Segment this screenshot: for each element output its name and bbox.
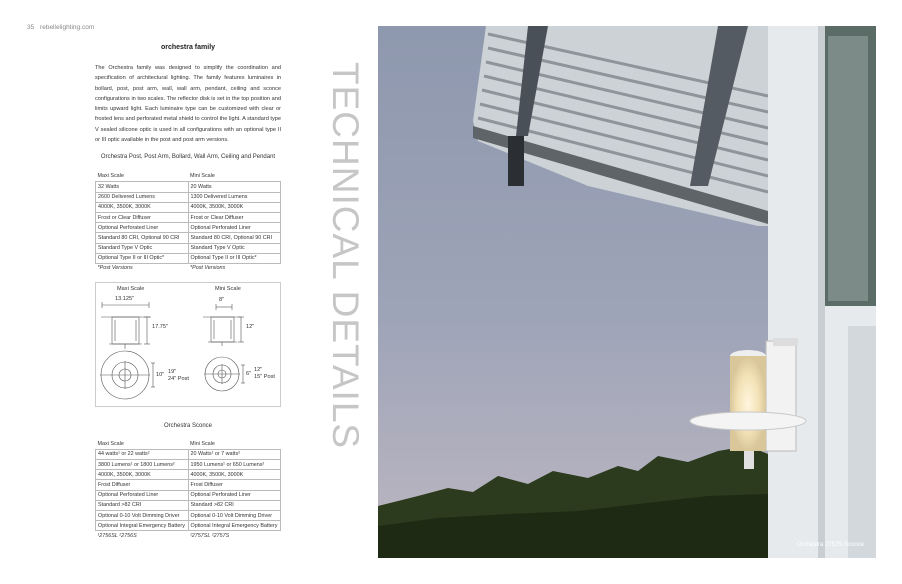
- table2-title: Orchestra Sconce: [163, 422, 213, 429]
- table-cell: Standard 80 CRI, Optional 90 CRI: [188, 233, 281, 243]
- mini-plan-label: 6": [246, 370, 252, 377]
- mini-post-label: 12": [254, 366, 263, 373]
- table-cell: Optional 0-10 Volt Dimming Driver: [188, 511, 281, 521]
- table-row: [96, 460, 281, 470]
- table-cell: Frost Diffuser: [188, 480, 281, 490]
- dimension-diagram: [95, 282, 281, 407]
- maxi-height-label: 17.75": [152, 323, 168, 330]
- table-cell: Optional Perforated Liner: [96, 223, 189, 233]
- table-cell: Optional Integral Emergency Battery: [96, 521, 189, 531]
- mini-lantern-body: [211, 317, 234, 342]
- maxi-lantern-body: [112, 317, 139, 344]
- table-row: [96, 253, 281, 263]
- table-cell: Standard Type V Optic: [188, 243, 281, 253]
- table-cell: Optional Type II or III Optic*: [96, 253, 189, 263]
- family-title: orchestra family: [160, 44, 216, 51]
- table-cell: 3800 Lumens¹ or 1800 Lumens²: [96, 460, 189, 470]
- photo-caption: Orchestra 2757S Sconce: [796, 542, 864, 548]
- page-number: 35: [27, 24, 35, 31]
- table-cell: Optional Type II or III Optic*: [188, 253, 281, 263]
- table-row: [96, 470, 281, 480]
- table-row: [96, 243, 281, 253]
- table-cell: 4000K, 3500K, 3000K: [96, 202, 189, 212]
- table-row: [96, 480, 281, 490]
- sconce-photo-illustration: [378, 26, 876, 558]
- maxi-post-label: 19": [168, 368, 177, 375]
- table-note: *Post Versions: [97, 265, 133, 272]
- mini-scale-label: Mini Scale: [215, 285, 241, 292]
- column-header: Maxi Scale: [97, 173, 124, 180]
- table-note: ¹2756SL ²2756S: [97, 532, 137, 539]
- table-cell: Optional Perforated Liner: [188, 490, 281, 500]
- table-row: [96, 449, 281, 459]
- table-note-row: [96, 531, 281, 541]
- product-photo: [378, 26, 876, 558]
- table-note: ¹2757SL ²2757S: [190, 532, 230, 539]
- table-cell: 2600 Delivered Lumens: [96, 192, 189, 202]
- maxi-plan-label: 10": [156, 371, 165, 378]
- maxi-width-label: 13.125": [115, 295, 135, 302]
- table-cell: Standard >82 CRI: [96, 500, 189, 510]
- table-cell: 4000K, 3500K, 3000K: [188, 470, 281, 480]
- table-cell: Standard Type V Optic: [96, 243, 189, 253]
- table-row: [96, 182, 281, 192]
- table-row: [96, 233, 281, 243]
- table-cell: 1950 Lumens¹ or 650 Lumens²: [188, 460, 281, 470]
- table-cell: Frost or Clear Diffuser: [96, 212, 189, 222]
- column-header: Mini Scale: [190, 173, 215, 180]
- intro-paragraph: The Orchestra family was designed to simplify the coordination and specification of architectural lighting. The family features luminaires in bollard, post, post arm, wall, wall arm, pendant, ceiling and sconce configurations in two scales. The reflector disk is set in the top position and limits upward light. Each luminaire type can be customized with clear or frosted lens and perforated metal shield to control the light. A standard type V sealed silicone optic is used in all configurations with an optional type II or III optic available in the post and post arm versions.: [95, 65, 281, 144]
- spec-table-sconce: [95, 439, 281, 541]
- page-header: [27, 24, 94, 31]
- table-row: [96, 521, 281, 531]
- table-row: [96, 490, 281, 500]
- table-cell: 32 Watts: [96, 182, 189, 192]
- table-cell: 4000K, 3500K, 3000K: [96, 470, 189, 480]
- table-row: [96, 511, 281, 521]
- table-row: [96, 223, 281, 233]
- table-cell: Optional 0-10 Volt Dimming Driver: [96, 511, 189, 521]
- site-url[interactable]: rebellelighting.com: [40, 24, 95, 31]
- table1-title: Orchestra Post, Post Arm, Bollard, Wall Arm, Ceiling and Pendant: [100, 154, 276, 161]
- table-cell: 4000K, 3500K, 3000K: [188, 202, 281, 212]
- table-row: [96, 192, 281, 202]
- maxi-scale-label: Maxi Scale: [117, 285, 145, 292]
- table-row: [96, 500, 281, 510]
- mini-width-label: 8": [219, 296, 225, 303]
- maxi-post-label: 24" Post: [168, 375, 189, 382]
- sconce-reflector-disk: [690, 412, 806, 430]
- table-cell: 44 watts¹ or 22 watts²: [96, 449, 189, 459]
- table-note-row: [96, 263, 281, 273]
- table-cell: Standard 80 CRI, Optional 90 CRI: [96, 233, 189, 243]
- table-cell: 1300 Delivered Lumens: [188, 192, 281, 202]
- sconce-lens: [730, 356, 766, 451]
- mini-height-label: 12": [246, 323, 255, 330]
- table-cell: Frost Diffuser: [96, 480, 189, 490]
- table-cell: 20 Watts¹ or 7 watts²: [188, 449, 281, 459]
- table-cell: Standard >82 CRI: [188, 500, 281, 510]
- table-cell: Optional Integral Emergency Battery: [188, 521, 281, 531]
- column-header: Maxi Scale: [97, 440, 124, 447]
- sconce-mount: [766, 341, 796, 451]
- table-row: [96, 202, 281, 212]
- technical-details-title: TECHNICAL DETAILS: [325, 62, 366, 450]
- table-cell: Optional Perforated Liner: [188, 223, 281, 233]
- column-header: Mini Scale: [190, 440, 215, 447]
- table-cell: 20 Watts: [188, 182, 281, 192]
- table-cell: Frost or Clear Diffuser: [188, 212, 281, 222]
- spec-column: [95, 44, 281, 540]
- spec-table-post: [95, 171, 281, 273]
- table-cell: Optional Perforated Liner: [96, 490, 189, 500]
- table-note: *Post Versions: [190, 265, 226, 272]
- table-row: [96, 212, 281, 222]
- mini-post-label: 15" Post: [254, 373, 275, 380]
